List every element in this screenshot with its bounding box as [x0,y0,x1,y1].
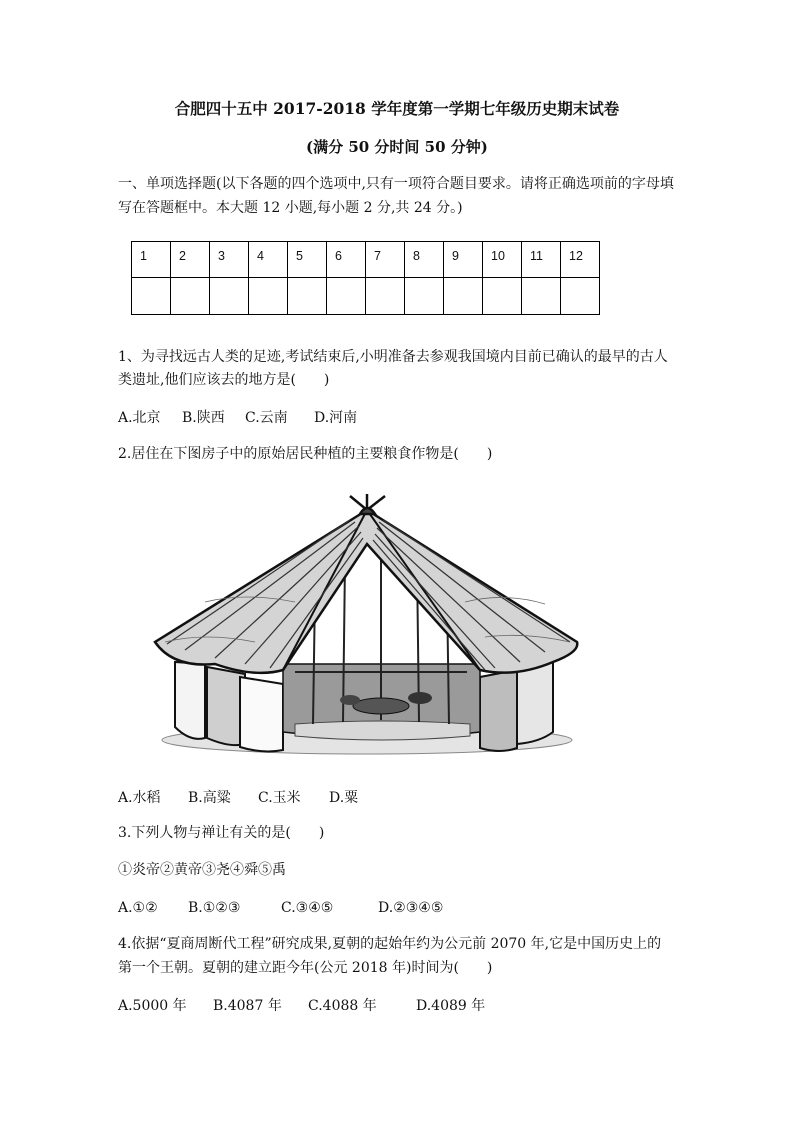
answer-blank-cell[interactable] [327,278,366,315]
answer-grid-number-row [132,242,600,278]
answer-number-cell: 8 [405,242,444,278]
answer-blank-cell[interactable] [366,278,405,315]
q2-option-b[interactable]: B.高粱 [188,790,231,806]
q4-option-a[interactable]: A.5000 年 [118,998,187,1014]
answer-grid [131,241,600,315]
answer-number-cell: 11 [522,242,561,278]
answer-blank-cell[interactable] [132,278,171,315]
q1-option-a[interactable]: A.北京 [118,410,161,426]
answer-number-cell: 7 [366,242,405,278]
q4-option-b[interactable]: B.4087 年 [213,998,282,1014]
answer-number-cell: 10 [483,242,522,278]
answer-blank-cell[interactable] [210,278,249,315]
primitive-round-house-image [145,492,585,762]
answer-blank-cell[interactable] [405,278,444,315]
answer-number-cell: 5 [288,242,327,278]
section-instructions-line2: 写在答题框中。本大题 12 小题,每小题 2 分,共 24 分。) [118,200,463,216]
answer-number-cell: 3 [210,242,249,278]
q3-option-b[interactable]: B.①②③ [188,900,241,916]
q1-stem-line1: 1、为寻找远古人类的足迹,考试结束后,小明准备去参观我国境内目前已确认的最早的古人 [118,349,668,365]
exam-subtitle: (满分 50 分时间 50 分钟) [306,138,488,156]
q1-option-c[interactable]: C.云南 [245,410,288,426]
section-instructions-line1: 一、单项选择题(以下各题的四个选项中,只有一项符合题目要求。请将正确选项前的字母填 [118,176,674,192]
answer-number-cell: 2 [171,242,210,278]
q2-option-a[interactable]: A.水稻 [118,790,161,806]
answer-blank-cell[interactable] [561,278,600,315]
answer-blank-cell[interactable] [171,278,210,315]
q1-option-d[interactable]: D.河南 [314,410,358,426]
answer-number-cell: 6 [327,242,366,278]
q3-stem: 3.下列人物与禅让有关的是( ) [118,825,325,841]
q4-option-d[interactable]: D.4089 年 [416,998,486,1014]
q3-option-a[interactable]: A.①② [118,900,158,916]
answer-blank-cell[interactable] [483,278,522,315]
answer-number-cell: 1 [132,242,171,278]
q4-stem-line2: 第一个王朝。夏朝的建立距今年(公元 2018 年)时间为( ) [118,960,493,976]
exam-title: 合肥四十五中 2017-2018 学年度第一学期七年级历史期末试卷 [174,99,620,118]
answer-number-cell: 9 [444,242,483,278]
q3-items: ①炎帝②黄帝③尧④舜⑤禹 [118,862,286,878]
q4-stem-line1: 4.依据“夏商周断代工程”研究成果,夏朝的起始年约为公元前 2070 年,它是中国历史上的 [118,936,662,952]
q4-option-c[interactable]: C.4088 年 [308,998,377,1014]
q3-option-d[interactable]: D.②③④⑤ [378,900,444,916]
answer-blank-cell[interactable] [249,278,288,315]
q2-option-c[interactable]: C.玉米 [258,790,301,806]
answer-blank-cell[interactable] [288,278,327,315]
q2-stem: 2.居住在下图房子中的原始居民种植的主要粮食作物是( ) [118,446,493,462]
q1-option-b[interactable]: B.陕西 [182,410,225,426]
answer-blank-cell[interactable] [522,278,561,315]
answer-grid-answer-row [132,278,600,315]
answer-number-cell: 12 [561,242,600,278]
answer-blank-cell[interactable] [444,278,483,315]
q1-stem-line2: 类遗址,他们应该去的地方是( ) [118,372,330,388]
q2-option-d[interactable]: D.粟 [329,790,359,806]
q3-option-c[interactable]: C.③④⑤ [281,900,334,916]
answer-number-cell: 4 [249,242,288,278]
